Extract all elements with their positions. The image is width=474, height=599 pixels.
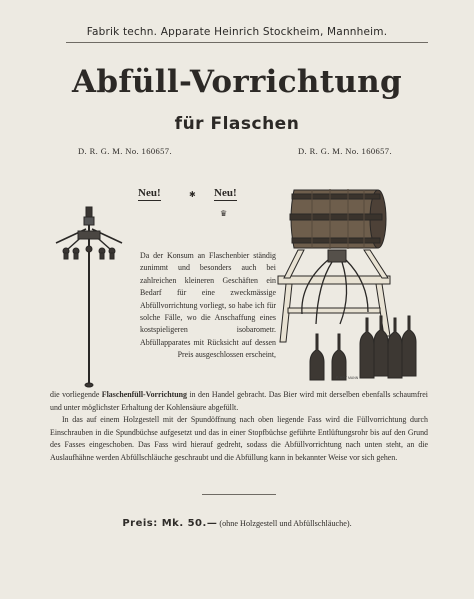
neu-label-right: Neu! [214, 187, 237, 199]
price-label: Preis: Mk. 50.— [122, 518, 218, 529]
company-header: Fabrik techn. Apparate Heinrich Stockheim, Mannheim. [86, 26, 388, 38]
header-rule [66, 42, 428, 43]
body-p1-end: in den Handel gebracht. Das Bier wird mit derselben ebenfalls schaumfrei und unter möglichster Erhaltung der Kohlensäure abgefüllt. [50, 390, 428, 412]
body-p1-start: die vorliegende [50, 390, 102, 399]
crown-ornament-icon: ♛ [220, 209, 228, 218]
body-text [50, 389, 428, 465]
filling-device-illustration [50, 205, 130, 390]
price-line [20, 518, 454, 529]
body-paragraph-1 [50, 389, 428, 414]
barrel-stand-illustration [272, 184, 422, 390]
illustration-caption: F. HOT MANN [336, 376, 359, 380]
price-note: (ohne Holzgestell und Abfüllschläuche). [219, 519, 352, 528]
patent-number-right: D. R. G. M. No. 160657. [298, 146, 392, 156]
page-subtitle: für Flaschen [174, 114, 300, 134]
page-title: Abfüll-Vorrichtung [72, 64, 402, 100]
section-divider [202, 494, 276, 495]
neu-label-left: Neu! [138, 187, 161, 199]
star-ornament-icon: ✱ [189, 190, 196, 199]
body-paragraph-2: In das auf einem Holzgestell mit der Spundöffnung nach oben liegende Fass wird die Füllvorrichtung durch Einschrauben in die Spundbüchse aufgesetzt und das in einer Stopfbüchse geführte Entlüftungsrohr bis auf den Grund des Fasses eingeschoben. Das Fass wird hierauf gedreht, sodass die Abfüllvorrichtung nach unten steht, an die Auslaufhähne werden Abfüllschläuche geschraubt und die Abfüllung kann in bekannter Weise vor sich gehen. [50, 415, 428, 462]
product-name: Flaschenfüll-Vorrichtung [101, 390, 187, 399]
intro-column-text: Da der Konsum an Flaschenbier ständig zunimmt und besonders auch bei zahlreichen kleineren Geschäften ein Bedarf für eine zweckmässige Abfüllvorrichtung vorliegt, so habe ich für solche Fälle, wo die Anschaffung eines kostspieligeren isobarometr. Abfüllapparates mit Rücksicht auf dessen Preis ausgeschlossen erscheint, [140, 251, 276, 360]
patent-number-left: D. R. G. M. No. 160657. [78, 146, 172, 156]
